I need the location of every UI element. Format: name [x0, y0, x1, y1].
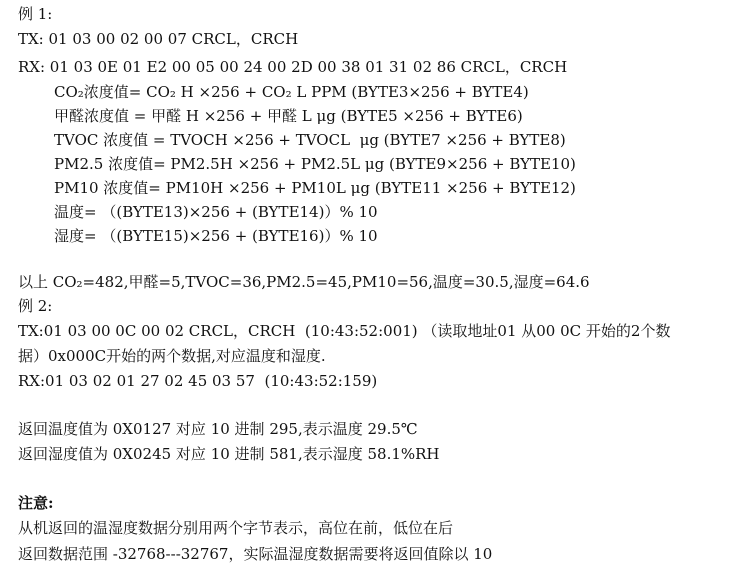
pm25-formula: PM2.5 浓度值= PM2.5H ×256 + PM2.5L μg (BYTE9×256 + BYTE10) — [54, 155, 576, 173]
temperature-result: 返回温度值为 0X0127 对应 10 进制 295,表示温度 29.5℃ — [18, 420, 418, 438]
humidity-formula: 湿度= （(BYTE15)×256 + (BYTE16)）% 10 — [54, 227, 378, 245]
note-title: 注意: — [18, 494, 54, 512]
example1-summary: 以上 CO₂=482,甲醛=5,TVOC=36,PM2.5=45,PM10=56,温度=30.5,湿度=64.6 — [18, 273, 590, 291]
note-line-1: 从机返回的温湿度数据分别用两个字节表示，高位在前，低位在后 — [18, 519, 454, 537]
example2-tx-continuation: 据）0x000C开始的两个数据,对应温度和湿度. — [18, 347, 326, 365]
example1-rx-line: RX: 01 03 0E 01 E2 00 05 00 24 00 2D 00 38 01 31 02 86 CRCL，CRCH — [18, 58, 568, 76]
pm10-formula: PM10 浓度值= PM10H ×256 + PM10L μg (BYTE11 ×256 + BYTE12) — [54, 179, 576, 197]
tvoc-formula: TVOC 浓度值 = TVOCH ×256 + TVOCL μg (BYTE7 ×256 + BYTE8) — [54, 131, 566, 149]
example2-tx-line: TX:01 03 00 0C 00 02 CRCL，CRCH (10:43:52:001) （读取地址01 从00 0C 开始的2个数 — [18, 322, 671, 340]
example2-rx-line: RX:01 03 02 01 27 02 45 03 57 (10:43:52:159) — [18, 372, 378, 390]
note-line-2: 返回数据范围 -32768---32767，实际温湿度数据需要将返回值除以 10 — [18, 545, 493, 563]
co2-formula: CO₂浓度值= CO₂ H ×256 + CO₂ L PPM (BYTE3×256 + BYTE4) — [54, 83, 529, 101]
example1-heading: 例 1: — [18, 5, 53, 23]
example2-heading: 例 2: — [18, 297, 53, 315]
formaldehyde-formula: 甲醛浓度值 = 甲醛 H ×256 + 甲醛 L μg (BYTE5 ×256 + BYTE6) — [54, 107, 523, 125]
example1-tx-line: TX: 01 03 00 02 00 07 CRCL，CRCH — [18, 30, 299, 48]
temperature-formula: 温度= （(BYTE13)×256 + (BYTE14)）% 10 — [54, 203, 378, 221]
humidity-result: 返回湿度值为 0X0245 对应 10 进制 581,表示湿度 58.1%RH — [18, 445, 440, 463]
